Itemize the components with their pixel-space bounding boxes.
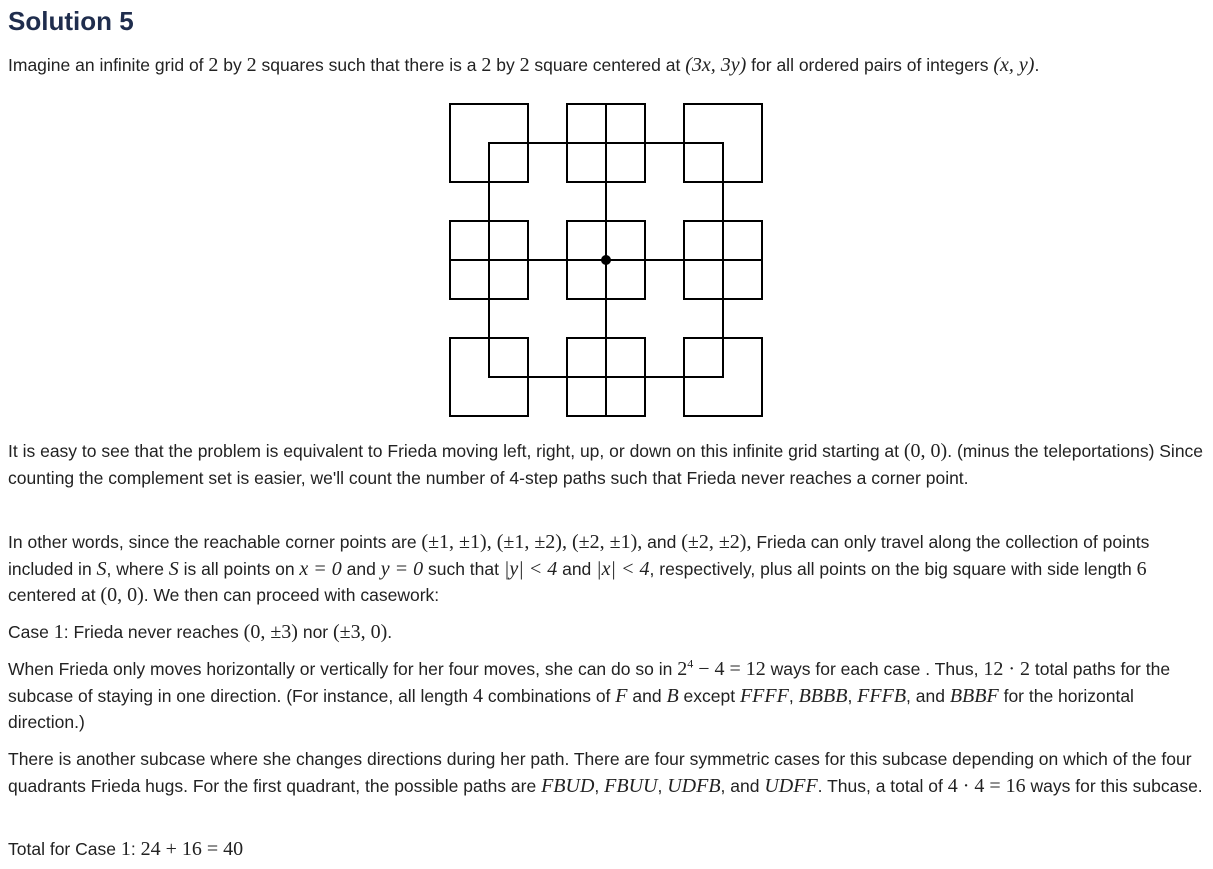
math: y = 0	[380, 557, 424, 580]
math: FBUU	[604, 774, 658, 797]
text: by	[218, 55, 247, 75]
math	[677, 658, 766, 680]
math: S	[168, 557, 179, 580]
math: (0, ±3)	[243, 621, 298, 643]
math: 4 · 4 = 16	[947, 774, 1026, 797]
math: BBBF	[949, 684, 999, 707]
text: such that	[423, 558, 504, 579]
math: UDFB	[667, 774, 721, 797]
text: ,	[847, 685, 858, 706]
text: square centered at	[529, 55, 686, 75]
math: 2	[481, 54, 492, 76]
math-base: 2	[677, 658, 688, 680]
text: .	[1034, 55, 1040, 75]
one-direction-paragraph	[8, 656, 1208, 736]
text: Imagine an infinite grid of	[8, 55, 209, 75]
math: FFFF	[739, 684, 789, 707]
text: ,	[788, 685, 799, 706]
math: 1	[53, 621, 64, 643]
math: 6	[1136, 557, 1147, 580]
text: and	[341, 558, 381, 579]
math: UDFF	[764, 774, 818, 797]
text: , respectively, plus all points on the big square with side length	[649, 558, 1137, 579]
text: It is easy to see that the problem is equivalent to Frieda moving left, right, up, or down on this infinite grid starting at	[8, 441, 904, 461]
corner-points-paragraph	[8, 529, 1208, 609]
math: 12 · 2	[983, 658, 1030, 680]
text: nor	[297, 622, 333, 642]
intro-paragraph	[8, 52, 1208, 79]
text: except	[678, 685, 740, 706]
math: FFFB	[857, 684, 907, 707]
text: squares such that there is a	[256, 55, 482, 75]
text: , where	[106, 558, 169, 579]
text: When Frieda only moves horizontally or vertically for her four moves, she can do so in	[8, 659, 678, 679]
math: BBBB	[798, 684, 848, 707]
text: total paths for the subcase of staying in one direction. (For instance, all length	[8, 659, 1171, 706]
text: is all points on	[178, 558, 300, 579]
text: and	[557, 558, 597, 579]
origin-point	[601, 255, 611, 265]
text: . (minus the teleportations) Since counting the complement set is easier, we'll count the number of 4-step paths such that Frieda never reaches a corner point.	[8, 441, 1204, 488]
math-rest: − 4 = 12	[693, 658, 766, 680]
text: , and	[906, 685, 950, 706]
math: (x, y)	[993, 54, 1035, 76]
grid-of-squares-diagram	[447, 101, 765, 419]
text: There is another subcase where she changes directions during her path. There are four symmetric cases for this subcase depending on which of the four quadrants Frieda hugs. For the first quadrant, the possible paths are	[8, 749, 1192, 796]
text: centered at	[8, 585, 101, 605]
math: (±1, ±1), (±1, ±2), (±2, ±1),	[421, 531, 643, 553]
change-direction-paragraph	[8, 746, 1208, 799]
text: . Thus, a total of	[817, 775, 948, 796]
math: F	[615, 684, 628, 707]
math: (±2, ±2),	[681, 531, 752, 553]
math: (0, 0)	[903, 440, 948, 462]
text: ways for this subcase.	[1025, 775, 1203, 796]
text: and	[627, 685, 667, 706]
text: Case	[8, 622, 54, 642]
text: by	[491, 55, 520, 75]
equivalence-paragraph	[8, 438, 1208, 491]
text: In other words, since the reachable corner points are	[8, 532, 422, 552]
text: Total for Case	[8, 839, 121, 859]
text: ways for each case . Thus,	[765, 659, 984, 679]
math: |x| < 4	[596, 557, 650, 580]
math: 24 + 16 = 40	[140, 838, 244, 860]
text: :	[130, 839, 141, 859]
math: S	[96, 557, 107, 580]
math: |y| < 4	[503, 557, 558, 580]
math: x = 0	[299, 557, 342, 580]
math: 2	[246, 54, 257, 76]
text: : Frieda never reaches	[63, 622, 244, 642]
text: .	[387, 622, 393, 642]
math: 2	[519, 54, 530, 76]
text: combinations of	[482, 685, 616, 706]
math: 2	[208, 54, 219, 76]
text: for all ordered pairs of integers	[746, 55, 994, 75]
math: (3x, 3y)	[685, 54, 747, 76]
math: (0, 0)	[100, 584, 144, 606]
math-exponent: 4	[687, 656, 694, 671]
text: Frieda can only travel along the collection of points included in	[8, 532, 1150, 579]
text: ,	[657, 775, 668, 796]
math: (±3, 0)	[333, 621, 388, 643]
case1-total	[8, 836, 1208, 863]
section-heading: Solution 5	[8, 6, 134, 36]
text: for the horizontal direction.)	[8, 685, 1134, 732]
text: , and	[720, 775, 765, 796]
text: . We then can proceed with casework:	[143, 585, 440, 605]
math: 4	[472, 684, 483, 707]
math: B	[666, 684, 679, 707]
case1-heading	[8, 619, 1208, 646]
math: FBUD	[541, 774, 595, 797]
math: 1	[120, 838, 131, 860]
text: ,	[594, 775, 605, 796]
text: and	[642, 532, 682, 552]
